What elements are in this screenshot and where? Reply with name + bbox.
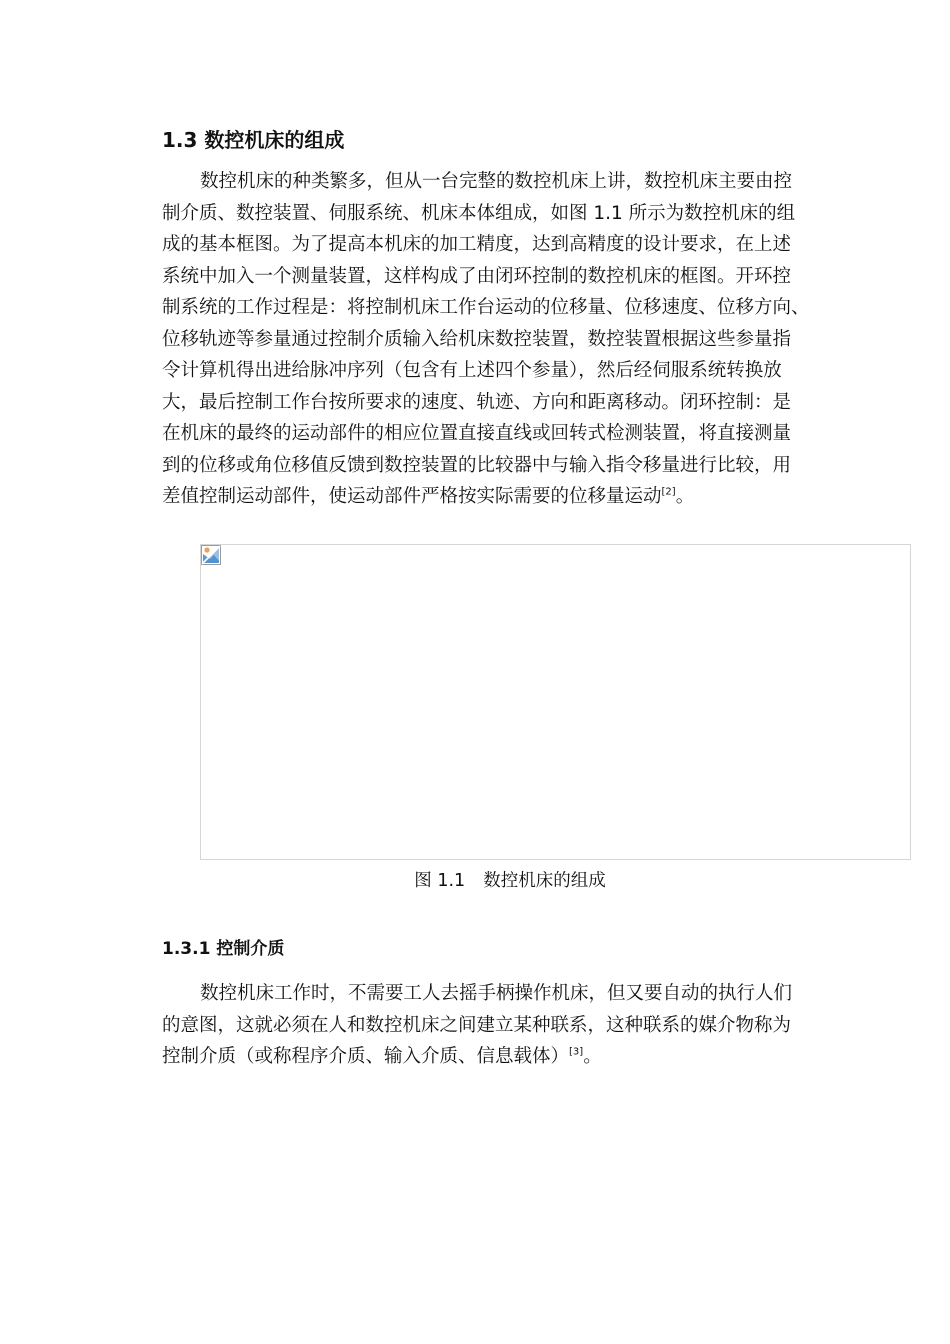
paragraph-line: 的意图，这就必须在人和数控机床之间建立某种联系，这种联系的媒介物称为	[162, 1014, 792, 1036]
figure-image-placeholder	[200, 544, 911, 860]
figure-caption-text: 数控机床的组成	[483, 871, 606, 891]
paragraph-last-line	[162, 1041, 842, 1073]
paragraph-line: 在机床的最终的运动部件的相应位置直接直线或回转式检测装置，将直接测量	[162, 423, 792, 444]
paragraph-text: 差值控制运动部件，使运动部件严格按实际需要的位移量运动	[162, 486, 662, 507]
paragraph-line: 成的基本框图。为了提高本机床的加工精度，达到高精度的设计要求，在上述	[162, 234, 792, 255]
paragraph-line: 大，最后控制工作台按所要求的速度、轨迹、方向和距离移动。闭环控制：是	[162, 391, 792, 413]
section-heading: 1.3 数控机床的组成	[162, 128, 345, 152]
figure-caption	[0, 868, 950, 894]
broken-image-icon	[201, 545, 221, 565]
paragraph-last-line	[162, 481, 842, 513]
figure-caption-number: 图 1.1	[414, 871, 466, 891]
paragraph-line: 到的位移或角位移值反馈到数控装置的比较器中与输入指令移量进行比较，用	[162, 454, 792, 476]
section-paragraph	[162, 166, 842, 513]
paragraph-line: 制系统的工作过程是：将控制机床工作台运动的位移量、位移速度、位移方向、	[162, 297, 810, 318]
paragraph-end-punct: 。	[583, 1046, 602, 1067]
citation-link[interactable]: [3]	[569, 1046, 584, 1058]
paragraph-line: 制介质、数控装置、伺服系统、机床本体组成，如图 1.1 所示为数控机床的组	[162, 202, 796, 224]
citation-link[interactable]: [2]	[661, 486, 676, 498]
paragraph-text: 控制介质（或称程序介质、输入介质、信息载体）	[162, 1046, 570, 1067]
subsection-heading: 1.3.1 控制介质	[162, 939, 285, 959]
paragraph-line: 数控机床工作时，不需要工人去摇手柄操作机床，但又要自动的执行人们	[200, 983, 793, 1004]
subsection-paragraph	[162, 978, 842, 1073]
paragraph-line: 令计算机得出进给脉冲序列（包含有上述四个参量），然后经伺服系统转换放	[162, 360, 782, 381]
paragraph-end-punct: 。	[675, 486, 695, 507]
paragraph-line: 数控机床的种类繁多，但从一台完整的数控机床上讲，数控机床主要由控	[200, 171, 793, 192]
paragraph-line: 位移轨迹等参量通过控制介质输入给机床数控装置，数控装置根据这些参量指	[162, 328, 792, 350]
paragraph-line: 系统中加入一个测量装置，这样构成了由闭环控制的数控机床的框图。开环控	[162, 265, 792, 287]
